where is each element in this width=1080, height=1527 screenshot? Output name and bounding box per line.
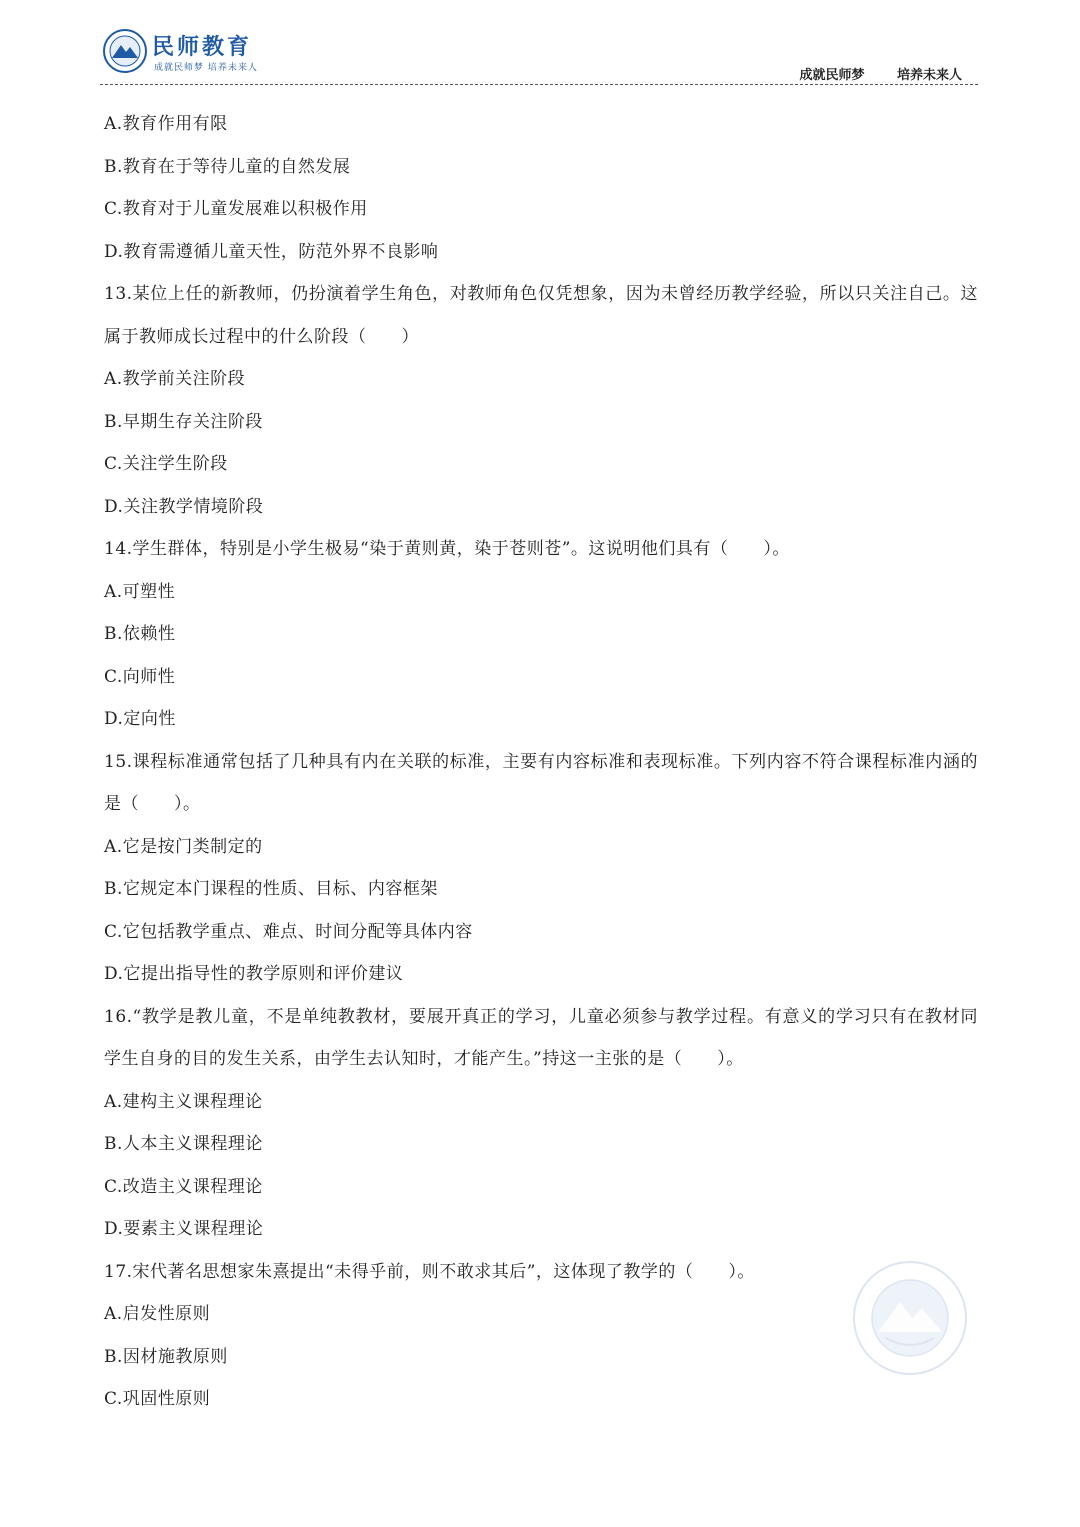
page-header — [100, 26, 978, 86]
header-divider — [100, 84, 978, 85]
option-item: A.可塑性 — [104, 581, 176, 602]
logo-icon — [102, 28, 148, 74]
question-16-stem: 16.“教学是教儿童，不是单纯教教材，要展开真正的学习，儿童必须参与教学过程。有意义的学习只有在教材同学生自身的目的发生关系，由学生去认知时，才能产生。”持这一主张的是（ ）。 — [104, 1006, 978, 1069]
option-item: B.早期生存关注阶段 — [104, 411, 263, 432]
option-item: A.教育作用有限 — [104, 114, 228, 134]
option-item: A.建构主义课程理论 — [104, 1091, 263, 1112]
option-item: C.改造主义课程理论 — [104, 1176, 263, 1197]
mountain-seal-icon — [850, 1258, 970, 1378]
option-item: A.启发性原则 — [104, 1304, 211, 1324]
option-item: C.关注学生阶段 — [104, 454, 228, 474]
option-item: C.向师性 — [104, 666, 176, 687]
brand-logo — [100, 26, 300, 82]
question-list — [104, 103, 978, 1421]
question-17-stem: 17.宋代著名思想家朱熹提出“未得乎前，则不敢求其后”，这体现了教学的（ ）。 — [104, 1261, 755, 1282]
option-item: D.它提出指导性的教学原则和评价建议 — [104, 964, 404, 984]
option-item: A.它是按门类制定的 — [104, 836, 263, 857]
question-14-stem: 14.学生群体，特别是小学生极易“染于黄则黄，染于苍则苍”。这说明他们具有（ ）。 — [104, 539, 790, 559]
header-tagline — [771, 64, 962, 83]
question-13-stem: 13.某位上任的新教师，仍扮演着学生角色，对教师角色仅凭想象，因为未曾经历教学经验，所以只关注自己。这属于教师成长过程中的什么阶段（ ） — [104, 284, 978, 347]
option-item: A.教学前关注阶段 — [104, 369, 246, 389]
option-item: B.依赖性 — [104, 624, 176, 644]
option-item: D.关注教学情境阶段 — [104, 496, 264, 517]
question-15-stem: 15.课程标准通常包括了几种具有内在关联的标准，主要有内容标准和表现标准。下列内容不符合课程标准内涵的是（ ）。 — [104, 751, 978, 814]
option-item: D.教育需遵循儿童天性，防范外界不良影响 — [104, 241, 439, 262]
option-item: D.定向性 — [104, 709, 176, 729]
option-item: C.它包括教学重点、难点、时间分配等具体内容 — [104, 921, 473, 942]
option-item: D.要素主义课程理论 — [104, 1219, 264, 1239]
option-item: B.因材施教原则 — [104, 1346, 228, 1367]
brand-name: 民师教育 — [152, 35, 253, 60]
header-tag-left: 成就民师梦 — [799, 68, 865, 83]
option-item: B.人本主义课程理论 — [104, 1134, 263, 1154]
option-item: B.它规定本门课程的性质、目标、内容框架 — [104, 879, 438, 899]
brand-slogan: 成就民师梦 培养未来人 — [154, 63, 258, 73]
option-item: C.教育对于儿童发展难以积极作用 — [104, 199, 368, 219]
option-item: B.教育在于等待儿童的自然发展 — [104, 156, 351, 177]
option-item: C.巩固性原则 — [104, 1389, 211, 1409]
header-tag-right: 培养未来人 — [896, 68, 962, 83]
